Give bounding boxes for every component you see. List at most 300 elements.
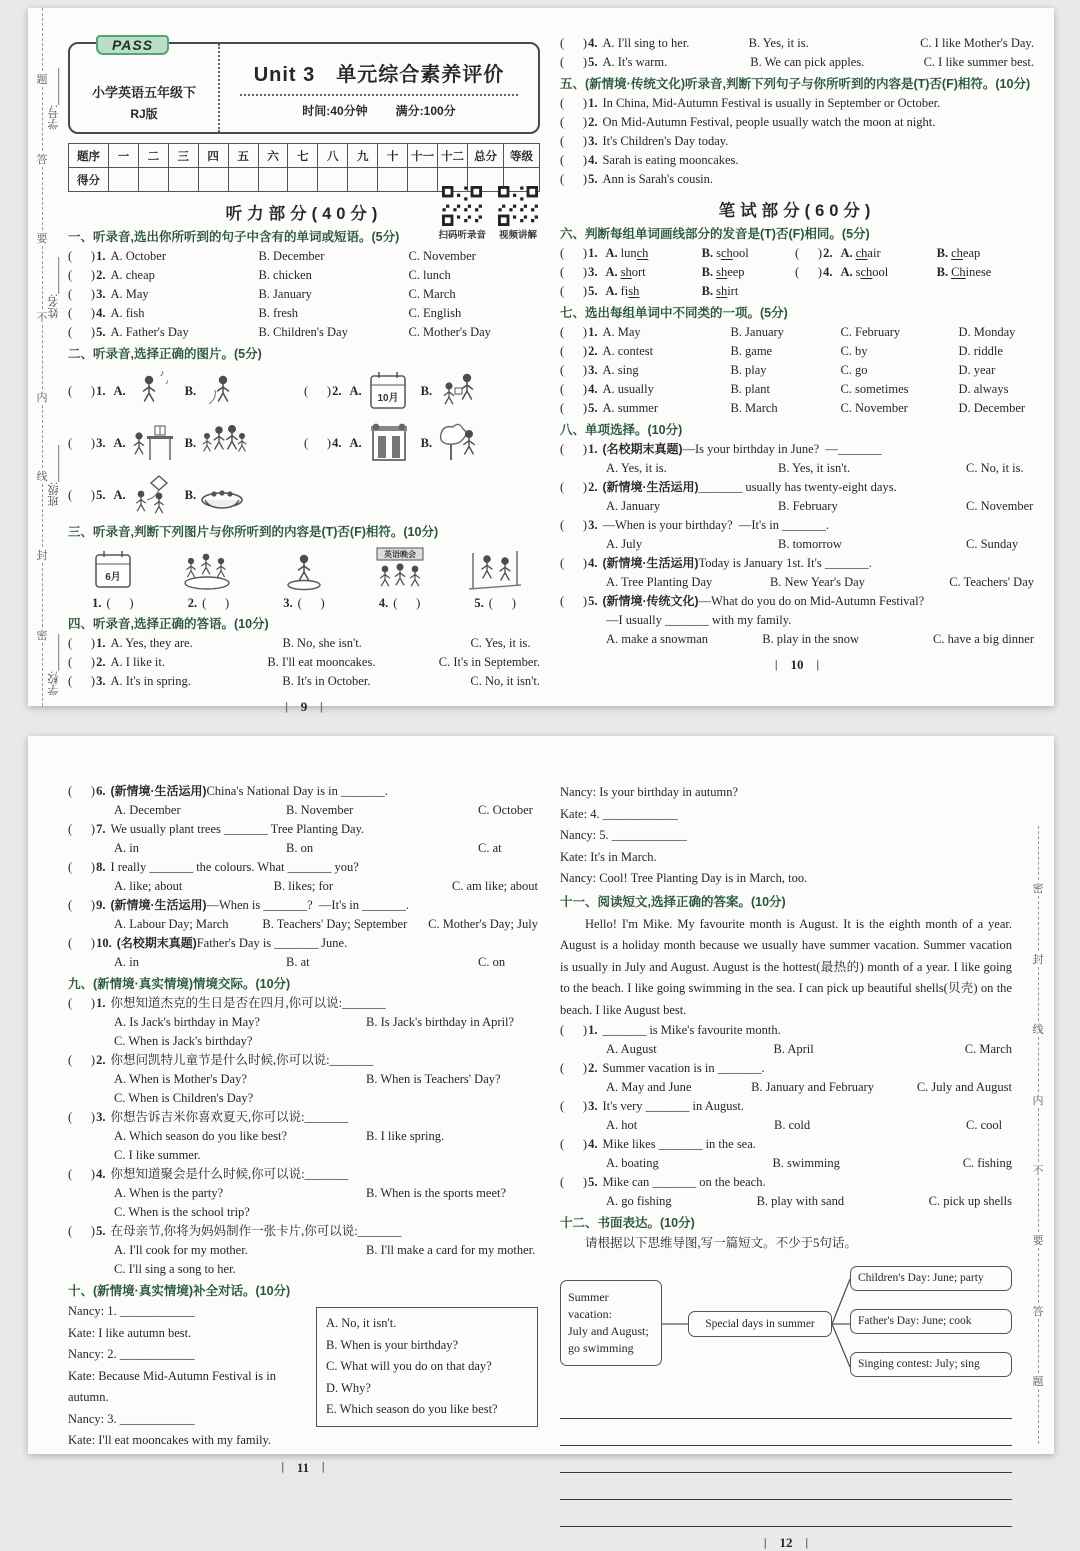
answer-blank[interactable]: ( ) xyxy=(68,435,96,450)
page-number-mark: ❘ xyxy=(282,701,291,713)
answer-blank[interactable]: ( ) xyxy=(68,674,96,688)
answer-blank[interactable]: ( ) xyxy=(68,898,96,912)
options-row xyxy=(560,535,1034,554)
option[interactable]: A. I'll cook for my mother. xyxy=(114,1243,248,1257)
option[interactable]: C. I like Mother's Day. xyxy=(920,36,1034,50)
section-header: 十二、书面表达。(10分) xyxy=(560,1216,695,1230)
answer-blank[interactable]: ( ) xyxy=(68,1167,96,1181)
option[interactable]: A. fish xyxy=(110,306,145,320)
answer-blank[interactable]: ( ) xyxy=(202,596,230,610)
option[interactable]: B. January xyxy=(258,287,312,301)
answer-blank[interactable]: ( ) xyxy=(68,936,96,950)
option[interactable]: C. have a big dinner xyxy=(932,632,1034,646)
option[interactable]: B. Teachers' Day; September xyxy=(262,917,408,931)
score-input-cell[interactable] xyxy=(348,168,378,192)
option[interactable]: C. November xyxy=(408,249,476,263)
option[interactable]: A. It's warm. xyxy=(602,55,668,69)
option[interactable]: C. No, it is. xyxy=(966,461,1024,475)
pic-sing-icon[interactable] xyxy=(129,366,175,416)
option[interactable]: A. Tree Planting Day xyxy=(606,575,713,589)
answer-blank[interactable]: ( ) xyxy=(68,822,96,836)
mind-map-center-box: Special days in summer xyxy=(688,1311,832,1337)
answer-blank[interactable]: ( ) xyxy=(560,55,588,69)
option[interactable]: A. May xyxy=(110,287,149,301)
option[interactable]: B. Is Jack's birthday in April? xyxy=(366,1015,515,1029)
option[interactable]: C. March xyxy=(408,287,456,301)
options-row xyxy=(68,1146,538,1165)
option[interactable]: B. Yes, it is. xyxy=(748,36,809,50)
option[interactable]: A. When is Mother's Day? xyxy=(114,1072,247,1086)
dialogue-line[interactable]: Nancy: Is your birthday in autumn? xyxy=(560,785,739,799)
question-number: 5. xyxy=(588,284,598,298)
option[interactable]: B. January and February xyxy=(751,1080,874,1094)
option[interactable]: A. cheap xyxy=(110,268,155,282)
option[interactable]: A. boating xyxy=(606,1156,659,1170)
answer-blank[interactable]: ( ) xyxy=(560,265,588,279)
option[interactable]: A. Which season do you like best? xyxy=(114,1129,287,1143)
option[interactable]: C. When is Children's Day? xyxy=(114,1091,254,1105)
answer-blank[interactable]: ( ) xyxy=(560,36,588,50)
question-number: 4. xyxy=(823,265,833,279)
writing-line[interactable] xyxy=(560,1473,1012,1500)
pic-kite-icon[interactable] xyxy=(129,470,175,520)
tf-statement: Sarah is eating mooncakes. xyxy=(602,153,739,167)
option[interactable]: C. When is Jack's birthday? xyxy=(114,1034,253,1048)
options-row xyxy=(68,1203,538,1222)
answer-blank[interactable]: ( ) xyxy=(304,435,332,450)
option[interactable]: B. fresh xyxy=(258,306,299,320)
answer-blank[interactable]: ( ) xyxy=(68,325,96,339)
answer-blank[interactable]: ( ) xyxy=(560,382,588,396)
part-title-wrap xyxy=(560,197,1034,221)
option[interactable]: C. go xyxy=(840,363,868,377)
option[interactable]: C. Mother's Day xyxy=(408,325,491,339)
tf-statement: On Mid-Autumn Festival, people usually watch the moon at night. xyxy=(602,115,936,129)
picture-question-row xyxy=(68,470,540,520)
phonetic-word: short xyxy=(620,265,646,279)
qr-code-icon xyxy=(442,186,482,226)
option[interactable]: A. Labour Day; March xyxy=(114,917,229,931)
judge-answer-blank[interactable] xyxy=(283,595,324,612)
question-row xyxy=(560,342,1034,361)
option-letter: B. xyxy=(420,435,433,450)
option[interactable]: C. November xyxy=(840,401,908,415)
option[interactable]: A. May and June xyxy=(606,1080,692,1094)
answer-blank[interactable]: ( ) xyxy=(560,96,588,110)
option[interactable]: B. play with sand xyxy=(756,1194,845,1208)
seal-char: 要 xyxy=(36,232,48,245)
dialogue-line[interactable]: Kate: 4. ____________ xyxy=(560,806,678,821)
svg-text:10月: 10月 xyxy=(377,393,399,404)
option[interactable]: C. I'll sing a song to her. xyxy=(114,1262,236,1276)
option[interactable]: B. I'll make a card for my mother. xyxy=(366,1243,536,1257)
answer-blank[interactable]: ( ) xyxy=(68,287,96,301)
answer-blank[interactable]: ( ) xyxy=(560,518,588,532)
dialogue-line[interactable]: Kate: I'll eat mooncakes with my family. xyxy=(68,1433,272,1447)
page-number-mark: ❘ xyxy=(317,701,326,713)
option[interactable]: C. When is the school trip? xyxy=(114,1205,250,1219)
pic-calendar-icon[interactable] xyxy=(365,366,411,416)
score-table-header-cell: 一 xyxy=(109,144,139,168)
dialogue-line[interactable]: Kate: I like autumn best. xyxy=(68,1325,192,1340)
option[interactable]: A. When is the party? xyxy=(114,1186,224,1200)
dialogue-block xyxy=(68,1301,538,1452)
answer-blank[interactable]: ( ) xyxy=(560,1099,588,1113)
option[interactable]: A. I like it. xyxy=(110,655,165,669)
mind-map-right-box: Father's Day: June; cook xyxy=(850,1309,1012,1334)
question-row xyxy=(68,896,538,915)
section-header: 八、单项选择。(10分) xyxy=(560,423,683,437)
seal-dash xyxy=(1038,1037,1039,1091)
answer-blank[interactable]: ( ) xyxy=(68,1053,96,1067)
seal-dash xyxy=(1038,1108,1039,1162)
judge-answer-blank[interactable] xyxy=(188,595,229,612)
edition-label: RJ版 xyxy=(130,107,158,121)
answer-blank[interactable]: ( ) xyxy=(560,284,588,298)
option[interactable]: A. October xyxy=(110,249,166,263)
option[interactable]: A. summer xyxy=(602,401,659,415)
answer-blank[interactable]: ( ) xyxy=(560,344,588,358)
writing-line[interactable] xyxy=(560,1500,1012,1527)
pic-dance-icon[interactable] xyxy=(199,366,245,416)
seal-dash xyxy=(1038,1389,1039,1443)
option[interactable]: C. English xyxy=(408,306,462,320)
picture-question xyxy=(68,418,304,468)
dialogue-option[interactable]: D. Why? xyxy=(326,1380,371,1395)
answer-blank[interactable]: ( ) xyxy=(560,1061,588,1075)
seal-dash xyxy=(42,246,43,309)
dialogue-option[interactable]: A. No, it isn't. xyxy=(326,1316,397,1330)
option[interactable]: A. hot xyxy=(606,1118,638,1132)
dialogue-option[interactable]: B. When is your birthday? xyxy=(326,1337,459,1352)
answer-blank[interactable]: ( ) xyxy=(560,134,588,148)
option[interactable]: A. Yes, they are. xyxy=(110,636,193,650)
option[interactable]: A. make a snowman xyxy=(606,632,709,646)
question-number: 4. xyxy=(588,36,598,50)
dialogue-line[interactable]: Nancy: 2. ____________ xyxy=(68,1347,195,1361)
judge-answer-blank[interactable] xyxy=(379,595,420,612)
option[interactable]: C. February xyxy=(840,325,901,339)
option[interactable]: C. October xyxy=(478,803,533,817)
option[interactable]: A. July xyxy=(606,537,643,551)
option[interactable]: A. contest xyxy=(602,344,654,358)
option[interactable]: B. It's in October. xyxy=(282,674,371,688)
answer-blank[interactable]: ( ) xyxy=(68,996,96,1010)
question-stem: China's National Day is in _______. xyxy=(206,784,388,798)
dialogue-line[interactable]: Nancy: 5. ____________ xyxy=(560,828,687,842)
answer-blank[interactable]: ( ) xyxy=(68,636,96,650)
option[interactable]: B. tomorrow xyxy=(778,537,842,551)
option[interactable]: C. July and August xyxy=(916,1080,1012,1094)
dialogue-line[interactable]: Nancy: 1. ____________ xyxy=(68,1304,195,1318)
option[interactable]: C. at xyxy=(478,841,502,855)
question-number: 3. xyxy=(588,363,598,377)
picture-question xyxy=(68,470,540,520)
question-number: 1. xyxy=(588,96,598,110)
answer-blank[interactable]: ( ) xyxy=(560,442,588,456)
option[interactable]: B. I like spring. xyxy=(366,1129,445,1143)
option[interactable]: C. Teachers' Day xyxy=(949,575,1034,589)
option[interactable]: B. New Year's Day xyxy=(769,575,865,589)
paper-title: Unit 3 单元综合素养评价 xyxy=(253,63,505,86)
option[interactable]: C. No, it isn't. xyxy=(470,674,541,688)
score-input-cell[interactable] xyxy=(228,168,258,192)
seal-dash xyxy=(1038,967,1039,1021)
question-row xyxy=(68,285,540,304)
phonetic-row xyxy=(560,282,1034,301)
question-row xyxy=(560,399,1034,418)
option[interactable]: B. game xyxy=(730,344,773,358)
answer-blank[interactable]: ( ) xyxy=(795,265,823,279)
answer-blank[interactable]: ( ) xyxy=(560,246,588,260)
option[interactable]: B. February xyxy=(778,499,838,513)
phonetic-row xyxy=(560,263,1034,282)
answer-blank[interactable]: ( ) xyxy=(68,306,96,320)
pic-gate-icon[interactable] xyxy=(365,418,411,468)
answer-blank[interactable]: ( ) xyxy=(560,556,588,570)
option[interactable]: B. When is the sports meet? xyxy=(366,1186,507,1200)
option[interactable]: C. I like summer. xyxy=(114,1148,201,1162)
score-input-cell[interactable] xyxy=(138,168,168,192)
answer-blank[interactable]: ( ) xyxy=(560,1137,588,1151)
option[interactable]: C. pick up shells xyxy=(928,1194,1012,1208)
option[interactable]: C. I like summer best. xyxy=(923,55,1034,69)
page-number-value: 9 xyxy=(300,699,308,714)
option[interactable]: B. April xyxy=(773,1042,814,1056)
question-stem: —When is your birthday? —It's in _______. xyxy=(602,518,829,532)
options-row xyxy=(68,1032,538,1051)
option[interactable]: B. play xyxy=(730,363,767,377)
score-table-header-cell: 总分 xyxy=(468,144,504,168)
question-number: 2. xyxy=(588,344,598,358)
option[interactable]: B. I'll eat mooncakes. xyxy=(267,655,376,669)
score-table xyxy=(68,143,540,192)
answer-blank[interactable]: ( ) xyxy=(68,784,96,798)
answer-blank[interactable]: ( ) xyxy=(560,363,588,377)
option[interactable]: D. always xyxy=(958,382,1009,396)
score-input-cell[interactable] xyxy=(168,168,198,192)
phonetic-pair xyxy=(560,263,795,282)
phonetic-word: cheap xyxy=(951,246,981,260)
option[interactable]: C. fishing xyxy=(962,1156,1012,1170)
option[interactable]: B. November xyxy=(286,803,354,817)
seal-char: 密 xyxy=(1032,883,1044,896)
option[interactable]: B. cold xyxy=(774,1118,811,1132)
option[interactable]: D. Monday xyxy=(958,325,1016,339)
dialogue-option[interactable]: E. Which season do you like best? xyxy=(326,1402,498,1416)
option[interactable]: B. play in the snow xyxy=(762,632,860,646)
dialogue-option[interactable]: C. What will you do on that day? xyxy=(326,1359,492,1373)
student-info-field[interactable]: 学号:______ xyxy=(48,68,60,130)
picture-question xyxy=(68,366,304,416)
answer-blank[interactable]: ( ) xyxy=(560,401,588,415)
question-number: 5. xyxy=(588,594,598,608)
pic-pool-icon[interactable] xyxy=(199,470,245,520)
writing-line[interactable] xyxy=(560,1419,1012,1446)
option[interactable]: B. plant xyxy=(730,382,771,396)
dialogue-line[interactable]: Kate: It's in March. xyxy=(560,849,657,864)
option[interactable]: A. like; about xyxy=(114,879,183,893)
score-input-cell[interactable] xyxy=(378,168,408,192)
option[interactable]: B. March xyxy=(730,401,778,415)
question-row xyxy=(68,782,538,801)
answer-blank[interactable]: ( ) xyxy=(68,1224,96,1238)
question-row xyxy=(560,1135,1012,1154)
answer-blank[interactable]: ( ) xyxy=(106,596,134,610)
seal-char: 线 xyxy=(36,470,48,483)
answer-blank[interactable]: ( ) xyxy=(560,1175,588,1189)
answer-blank[interactable]: ( ) xyxy=(393,596,421,610)
question-number: 4. xyxy=(588,382,598,396)
page-number xyxy=(68,699,540,715)
option[interactable]: A. usually xyxy=(602,382,654,396)
option[interactable]: A. go fishing xyxy=(606,1194,672,1208)
question-stem: _______ is Mike's favourite month. xyxy=(602,1023,781,1037)
option[interactable]: A. It's in spring. xyxy=(110,674,191,688)
pic-family-icon[interactable] xyxy=(199,418,245,468)
answer-blank[interactable]: ( ) xyxy=(560,594,588,608)
writing-line[interactable] xyxy=(560,1392,1012,1419)
option[interactable]: B. Yes, it isn't. xyxy=(778,461,851,475)
answer-blank[interactable]: ( ) xyxy=(560,1023,588,1037)
score-input-cell[interactable] xyxy=(258,168,288,192)
option[interactable]: D. riddle xyxy=(958,344,1003,358)
phonetic-pair xyxy=(795,244,1030,263)
paper-header-left xyxy=(70,37,220,132)
question-row xyxy=(560,380,1034,399)
option[interactable]: C. November xyxy=(966,499,1034,513)
options-row xyxy=(68,953,538,972)
options-row xyxy=(560,1192,1012,1211)
option[interactable]: A. January xyxy=(606,499,661,513)
writing-line[interactable] xyxy=(560,1446,1012,1473)
answer-blank[interactable]: ( ) xyxy=(297,596,325,610)
question-row xyxy=(560,1021,1012,1040)
option[interactable]: B. December xyxy=(258,249,325,263)
option[interactable]: A. Father's Day xyxy=(110,325,189,339)
judge-answer-blank[interactable] xyxy=(92,595,133,612)
student-info-field[interactable]: 班级:______ xyxy=(48,445,60,508)
option[interactable]: A. I'll sing to her. xyxy=(602,36,690,50)
student-info-field[interactable]: 学校:______ xyxy=(48,634,60,696)
question-stem: 你想知道聚会是什么时候,你可以说:_______ xyxy=(110,1167,349,1181)
option[interactable]: C. March xyxy=(964,1042,1012,1056)
option[interactable]: A. Yes, it is. xyxy=(606,461,667,475)
answer-blank[interactable]: ( ) xyxy=(795,246,823,260)
option[interactable]: C. Yes, it is. xyxy=(470,636,531,650)
option[interactable]: B. When is Teachers' Day? xyxy=(366,1072,501,1086)
question-stem-line xyxy=(117,934,348,953)
answer-blank[interactable]: ( ) xyxy=(488,596,516,610)
option[interactable]: B. likes; for xyxy=(273,879,334,893)
option[interactable]: A. December xyxy=(114,803,181,817)
option[interactable]: C. Sunday xyxy=(966,537,1019,551)
answer-blank[interactable]: ( ) xyxy=(68,268,96,282)
option[interactable]: B. January xyxy=(730,325,784,339)
answer-blank[interactable]: ( ) xyxy=(68,383,96,398)
option[interactable]: B. No, she isn't. xyxy=(282,636,362,650)
pic-desk-icon[interactable] xyxy=(129,418,175,468)
option[interactable]: B. Children's Day xyxy=(258,325,348,339)
option[interactable]: C. It's in September. xyxy=(438,655,540,669)
question-number: 3. xyxy=(96,435,106,450)
option-letter: B. xyxy=(936,246,949,260)
option[interactable]: A. Is Jack's birthday in May? xyxy=(114,1015,260,1029)
score-input-cell[interactable] xyxy=(288,168,318,192)
dialogue-line[interactable]: Nancy: Cool! Tree Planting Day is in March, too. xyxy=(560,871,808,885)
paper-meta xyxy=(240,94,518,119)
score-input-cell[interactable] xyxy=(198,168,228,192)
question-number: 10. xyxy=(96,936,112,950)
option[interactable]: A. sing xyxy=(602,363,639,377)
option[interactable]: D. December xyxy=(958,401,1026,415)
answer-blank[interactable]: ( ) xyxy=(304,383,332,398)
answer-blank[interactable]: ( ) xyxy=(68,860,96,874)
score-input-cell[interactable] xyxy=(408,168,438,192)
score-input-cell[interactable] xyxy=(318,168,348,192)
time-limit: 时间:40分钟 xyxy=(302,103,368,118)
option[interactable]: C. sometimes xyxy=(840,382,909,396)
judge-answer-blank[interactable] xyxy=(474,595,515,612)
svg-text:6月: 6月 xyxy=(105,572,121,583)
option[interactable]: C. by xyxy=(840,344,868,358)
answer-blank[interactable]: ( ) xyxy=(68,655,96,669)
dialogue-line[interactable]: Kate: Because Mid-Autumn Festival is in autumn. xyxy=(68,1368,276,1404)
option[interactable]: C. lunch xyxy=(408,268,451,282)
answer-blank[interactable]: ( ) xyxy=(68,1110,96,1124)
option-letter: A. xyxy=(605,246,618,260)
option[interactable]: C. cool xyxy=(966,1118,1003,1132)
score-input-cell[interactable] xyxy=(109,168,139,192)
pic-gift-icon[interactable] xyxy=(435,366,481,416)
student-info-labels xyxy=(46,68,62,696)
option[interactable]: B. swimming xyxy=(772,1156,840,1170)
option[interactable]: B. on xyxy=(286,841,314,855)
option[interactable]: B. We can pick apples. xyxy=(750,55,865,69)
option[interactable]: A. in xyxy=(114,955,139,969)
question-stem-line xyxy=(602,478,896,497)
question-number: 1. xyxy=(588,246,598,260)
answer-blank[interactable]: ( ) xyxy=(68,487,96,502)
option-letter: B. xyxy=(701,284,714,298)
question-number: 1. xyxy=(96,996,106,1010)
option[interactable]: A. August xyxy=(606,1042,657,1056)
answer-blank[interactable]: ( ) xyxy=(560,480,588,494)
option[interactable]: C. on xyxy=(478,955,506,969)
option[interactable]: A. in xyxy=(114,841,139,855)
option[interactable]: D. year xyxy=(958,363,996,377)
answer-blank[interactable]: ( ) xyxy=(560,325,588,339)
option-letter: A. xyxy=(605,265,618,279)
option[interactable]: B. chicken xyxy=(258,268,312,282)
score-table-header-cell: 七 xyxy=(288,144,318,168)
question-stem-line xyxy=(602,1097,744,1116)
student-info-field[interactable]: 姓名:______ xyxy=(48,256,60,319)
answer-blank[interactable]: ( ) xyxy=(560,153,588,167)
page-number-value: 11 xyxy=(296,1459,310,1475)
answer-blank[interactable]: ( ) xyxy=(68,249,96,263)
dialogue-line[interactable]: Nancy: 3. ____________ xyxy=(68,1411,195,1426)
pic-tree-icon[interactable] xyxy=(435,418,481,468)
option[interactable]: B. at xyxy=(286,955,310,969)
question-number: 2. xyxy=(96,1053,106,1067)
option[interactable]: A. May xyxy=(602,325,641,339)
answer-blank[interactable]: ( ) xyxy=(560,115,588,129)
answer-blank[interactable]: ( ) xyxy=(560,172,588,186)
option[interactable]: C. Mother's Day; July xyxy=(428,917,538,931)
option[interactable]: C. am like; about xyxy=(451,879,538,893)
options-row xyxy=(68,877,538,896)
